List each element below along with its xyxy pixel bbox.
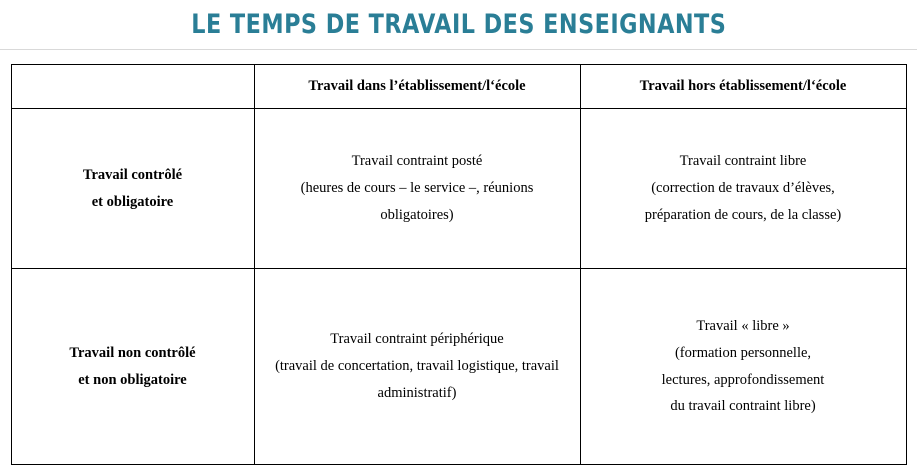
cell-controlled-in-school (254, 109, 580, 269)
page-title: LE TEMPS DE TRAVAIL DES ENSEIGNANTS (190, 9, 727, 40)
row-header-line: Travail contrôlé (82, 166, 183, 183)
cell-line: (correction de travaux d’élèves, (651, 180, 835, 197)
column-header-in-school: Travail dans l’établissement/l‘école (254, 65, 580, 109)
cell-line: lectures, approfondissement (661, 371, 825, 388)
table-corner-cell (11, 65, 254, 109)
column-header-out-of-school: Travail hors établissement/l‘école (580, 65, 906, 109)
table-row (11, 109, 906, 269)
cell-line: du travail contraint libre) (670, 398, 816, 415)
cell-line: Travail contraint périphérique (330, 331, 504, 348)
cell-line: obligatoires) (380, 206, 454, 223)
table-container (0, 50, 917, 471)
cell-line: (travail de concertation, travail logistique, travail (275, 358, 559, 375)
row-header-uncontrolled-optional (11, 269, 254, 465)
cell-line: préparation de cours, de la classe) (644, 206, 842, 223)
row-header-line: et non obligatoire (78, 371, 187, 388)
row-header-controlled-mandatory (11, 109, 254, 269)
row-header-line: et obligatoire (91, 193, 174, 210)
teacher-worktime-table (11, 64, 907, 465)
cell-line: Travail « libre » (696, 317, 790, 334)
cell-uncontrolled-in-school (254, 269, 580, 465)
cell-controlled-out-of-school (580, 109, 906, 269)
table-row (11, 269, 906, 465)
cell-uncontrolled-out-of-school (580, 269, 906, 465)
table-header-row (11, 65, 906, 109)
cell-line: (formation personnelle, (674, 344, 812, 361)
cell-line: Travail contraint posté (351, 153, 483, 170)
cell-line: (heures de cours – le service –, réunions (300, 180, 534, 197)
title-bar (0, 0, 917, 50)
row-header-line: Travail non contrôlé (69, 344, 196, 361)
cell-line: administratif) (377, 384, 457, 401)
cell-line: Travail contraint libre (679, 153, 807, 170)
